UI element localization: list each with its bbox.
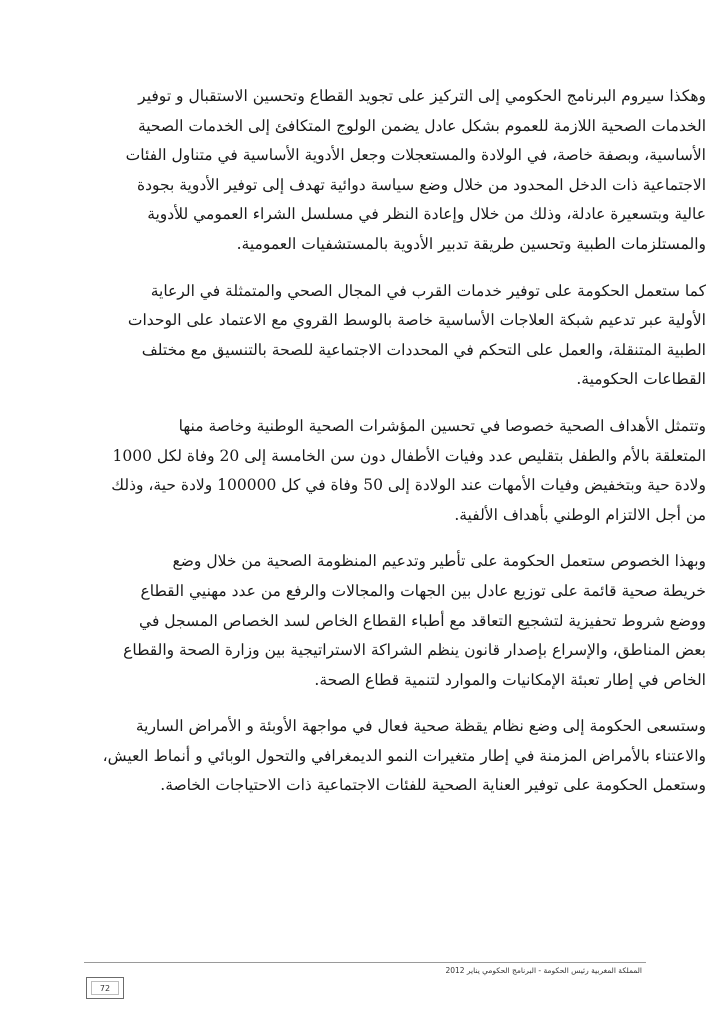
text-line: الخدمات الصحية اللازمة للعموم بشكل عادل يضمن الولوج المتكافئ إلى الخدمات الصحية (137, 116, 706, 135)
text-line: والمستلزمات الطبية وتحسين طريقة تدبير الأدوية بالمستشفيات العمومية. (236, 234, 706, 253)
text-line: الطبية المتنقلة، والعمل على التحكم في المحددات الاجتماعية للصحة بالتنسيق مع مختلف (141, 340, 706, 359)
paragraph (64, 82, 706, 260)
text-line: والاعتناء بالأمراض المزمنة في إطار متغيرات النمو الديمغرافي والتحول الوبائي و أنماط العيش، (102, 746, 706, 765)
text-line: الاجتماعية ذات الدخل المحدود من خلال وضع سياسة دوائية تهدف إلى توفير الأدوية بجودة (136, 175, 706, 194)
text-line: المتعلقة بالأم والطفل بتقليص عدد وفيات الأطفال دون سن الخامسة إلى 20 وفاة لكل 1000 (112, 446, 706, 465)
text-line: من أجل الالتزام الوطني بأهداف الألفية. (454, 505, 706, 524)
text-line: عالية وبتسعيرة عادلة، وذلك من خلال وإعادة النظر في مسلسل الشراء العمومي للأدوية (147, 205, 706, 224)
text-line: وبهذا الخصوص ستعمل الحكومة على تأطير وتدعيم المنظومة الصحية من خلال وضع (172, 552, 706, 571)
footer-divider (84, 962, 646, 963)
text-line: كما ستعمل الحكومة على توفير خدمات القرب في المجال الصحي والمتمثلة في الرعاية (150, 281, 706, 300)
text-line: الأولية عبر تدعيم شبكة العلاجات الأساسية خاصة بالوسط القروي مع الاعتماد على الوحدات (127, 311, 706, 330)
text-line: وستعمل الحكومة على توفير العناية الصحية للفئات الاجتماعية ذات الاحتياجات الخاصة. (160, 776, 706, 795)
footer-running-title: المملكة المغربية رئيس الحكومة - البرنامج الحكومي يناير 2012 (445, 966, 642, 975)
paragraph (64, 712, 706, 801)
text-line: بعض المناطق، والإسراع بإصدار قانون ينظم الشراكة الاستراتيجية بين وزارة الصحة والقطاع (123, 641, 706, 660)
page-number: 72 (91, 981, 119, 995)
text-line: ولادة حية وبتخفيض وفيات الأمهات عند الولادة إلى 50 وفاة في كل 100000 ولادة حية، وذلك (111, 476, 706, 495)
page-number-frame (86, 977, 124, 999)
body-text (64, 82, 706, 801)
text-line: وتتمثل الأهداف الصحية خصوصا في تحسين المؤشرات الصحية الوطنية وخاصة منها (178, 416, 706, 435)
text-line: ووضع شروط تحفيزية لتشجيع التعاقد مع أطباء القطاع الخاص لسد الخصاص المسجل في (139, 611, 706, 630)
text-line: القطاعات الحكومية. (576, 370, 706, 389)
text-line: وستسعى الحكومة إلى وضع نظام يقظة صحية فعال في مواجهة الأوبئة و الأمراض السارية (135, 717, 706, 736)
text-line: الأساسية، وبصفة خاصة، في الولادة والمستعجلات وجعل الأدوية الأساسية في متناول الفئات (125, 146, 706, 165)
paragraph (64, 277, 706, 395)
text-line: الخاص في إطار تعبئة الإمكانيات والموارد لتنمية قطاع الصحة. (314, 670, 706, 689)
text-line: خريطة صحية قائمة على توزيع عادل بين الجهات والمجالات والرفع من عدد مهنيي القطاع (140, 581, 706, 600)
text-line: وهكذا سيروم البرنامج الحكومي إلى التركيز على تجويد القطاع وتحسين الاستقبال و توفير (138, 87, 706, 105)
paragraph (64, 412, 706, 530)
paragraph (64, 547, 706, 695)
